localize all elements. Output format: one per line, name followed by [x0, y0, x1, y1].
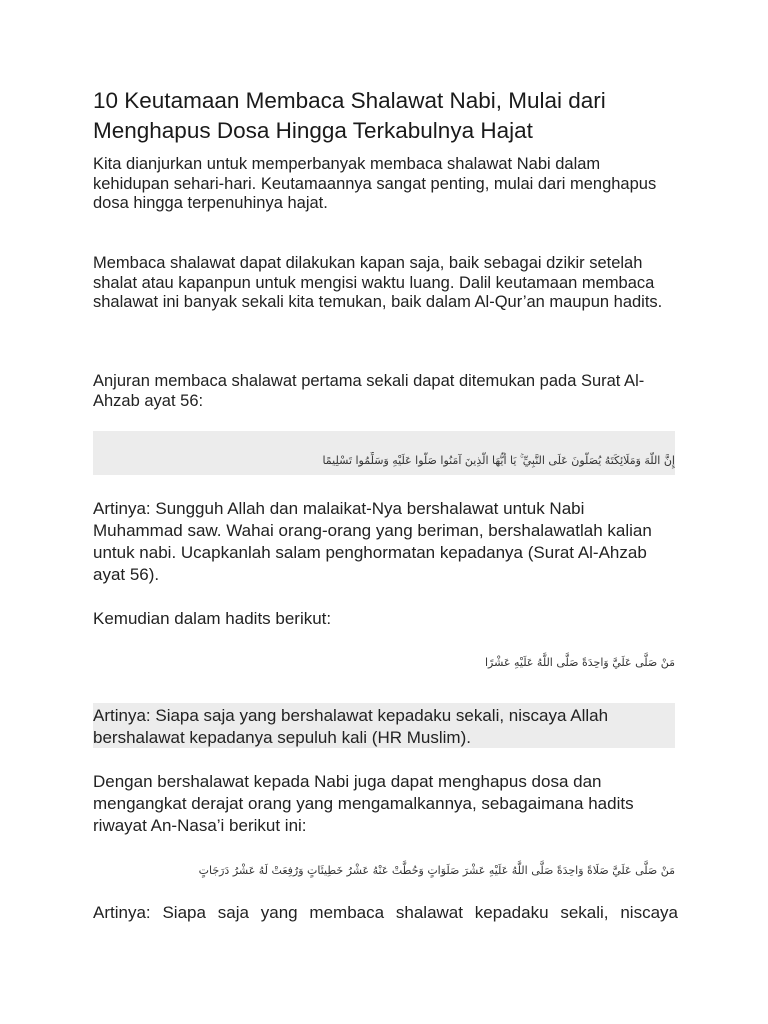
verse-translation: Artinya: Sungguh Allah dan malaikat-Nya bershalawat untuk Nabi Muhammad saw. Wahai orang-orang yang beriman, bershalawatlah kalian untuk nabi. Ucapkanlah salam penghormatan kepadanya (Surat Al-Ahzab ayat 56).: [93, 499, 652, 584]
hadith-translation-nasai: Artinya: Siapa saja yang membaca shalawat kepadaku sekali, niscaya: [93, 903, 678, 922]
article-title: [93, 86, 683, 146]
nasai-intro-paragraph: Dengan bershalawat kepada Nabi juga dapat menghapus dosa dan mengangkat derajat orang yang mengamalkannya, sebagaimana hadits riwayat An-Nasa’i berikut ini:: [93, 772, 634, 835]
intro-paragraph: Kita dianjurkan untuk memperbanyak membaca shalawat Nabi dalam kehidupan sehari-hari. Keutamaannya sangat penting, mulai dari menghapus dosa hingga terpenuhinya hajat.: [93, 155, 657, 212]
hadith-intro-paragraph: Kemudian dalam hadits berikut:: [93, 609, 332, 628]
hadith-translation-muslim: Artinya: Siapa saja yang bershalawat kepadaku sekali, niscaya Allah bershalawat kepadanya sepuluh kali (HR Muslim).: [93, 706, 609, 747]
article-title-line-2: Menghapus Dosa Hingga Terkabulnya Hajat: [93, 118, 533, 143]
arabic-verse-al-ahzab-56: إِنَّ اللَّهَ وَمَلَائِكَتَهُ يُصَلُّونَ عَلَى النَّبِيِّ ۚ يَا أَيُّهَا الَّذِينَ آمَنُوا صَلُّوا عَلَيْهِ وَسَلِّمُوا تَسْلِيمًا: [322, 454, 675, 467]
arabic-hadith-muslim: مَنْ صَلَّى عَلَيَّ وَاحِدَةً صَلَّى اللَّهُ عَلَيْهِ عَشْرًا: [485, 656, 675, 669]
shalawat-timing-paragraph: Membaca shalawat dapat dilakukan kapan saja, baik sebagai dzikir setelah shalat atau kapanpun untuk mengisi waktu luang. Dalil keutamaan membaca shalawat ini banyak sekali kita temukan, baik dalam Al-Qur’an maupun hadits.: [93, 254, 663, 311]
article-title-line-1: 10 Keutamaan Membaca Shalawat Nabi, Mulai dari: [93, 88, 606, 113]
arabic-hadith-nasai: مَنْ صَلَّى عَلَيَّ صَلَاةً وَاحِدَةً صَلَّى اللَّهُ عَلَيْهِ عَشْرَ صَلَوَاتٍ وَحُطَّتْ عَنْهُ عَشْرُ خَطِيئَاتٍ وَرُفِعَتْ لَهُ عَشْرُ دَرَجَاتٍ: [198, 864, 675, 877]
surah-reference-paragraph: Anjuran membaca shalawat pertama sekali dapat ditemukan pada Surat Al-Ahzab ayat 56:: [93, 372, 645, 410]
